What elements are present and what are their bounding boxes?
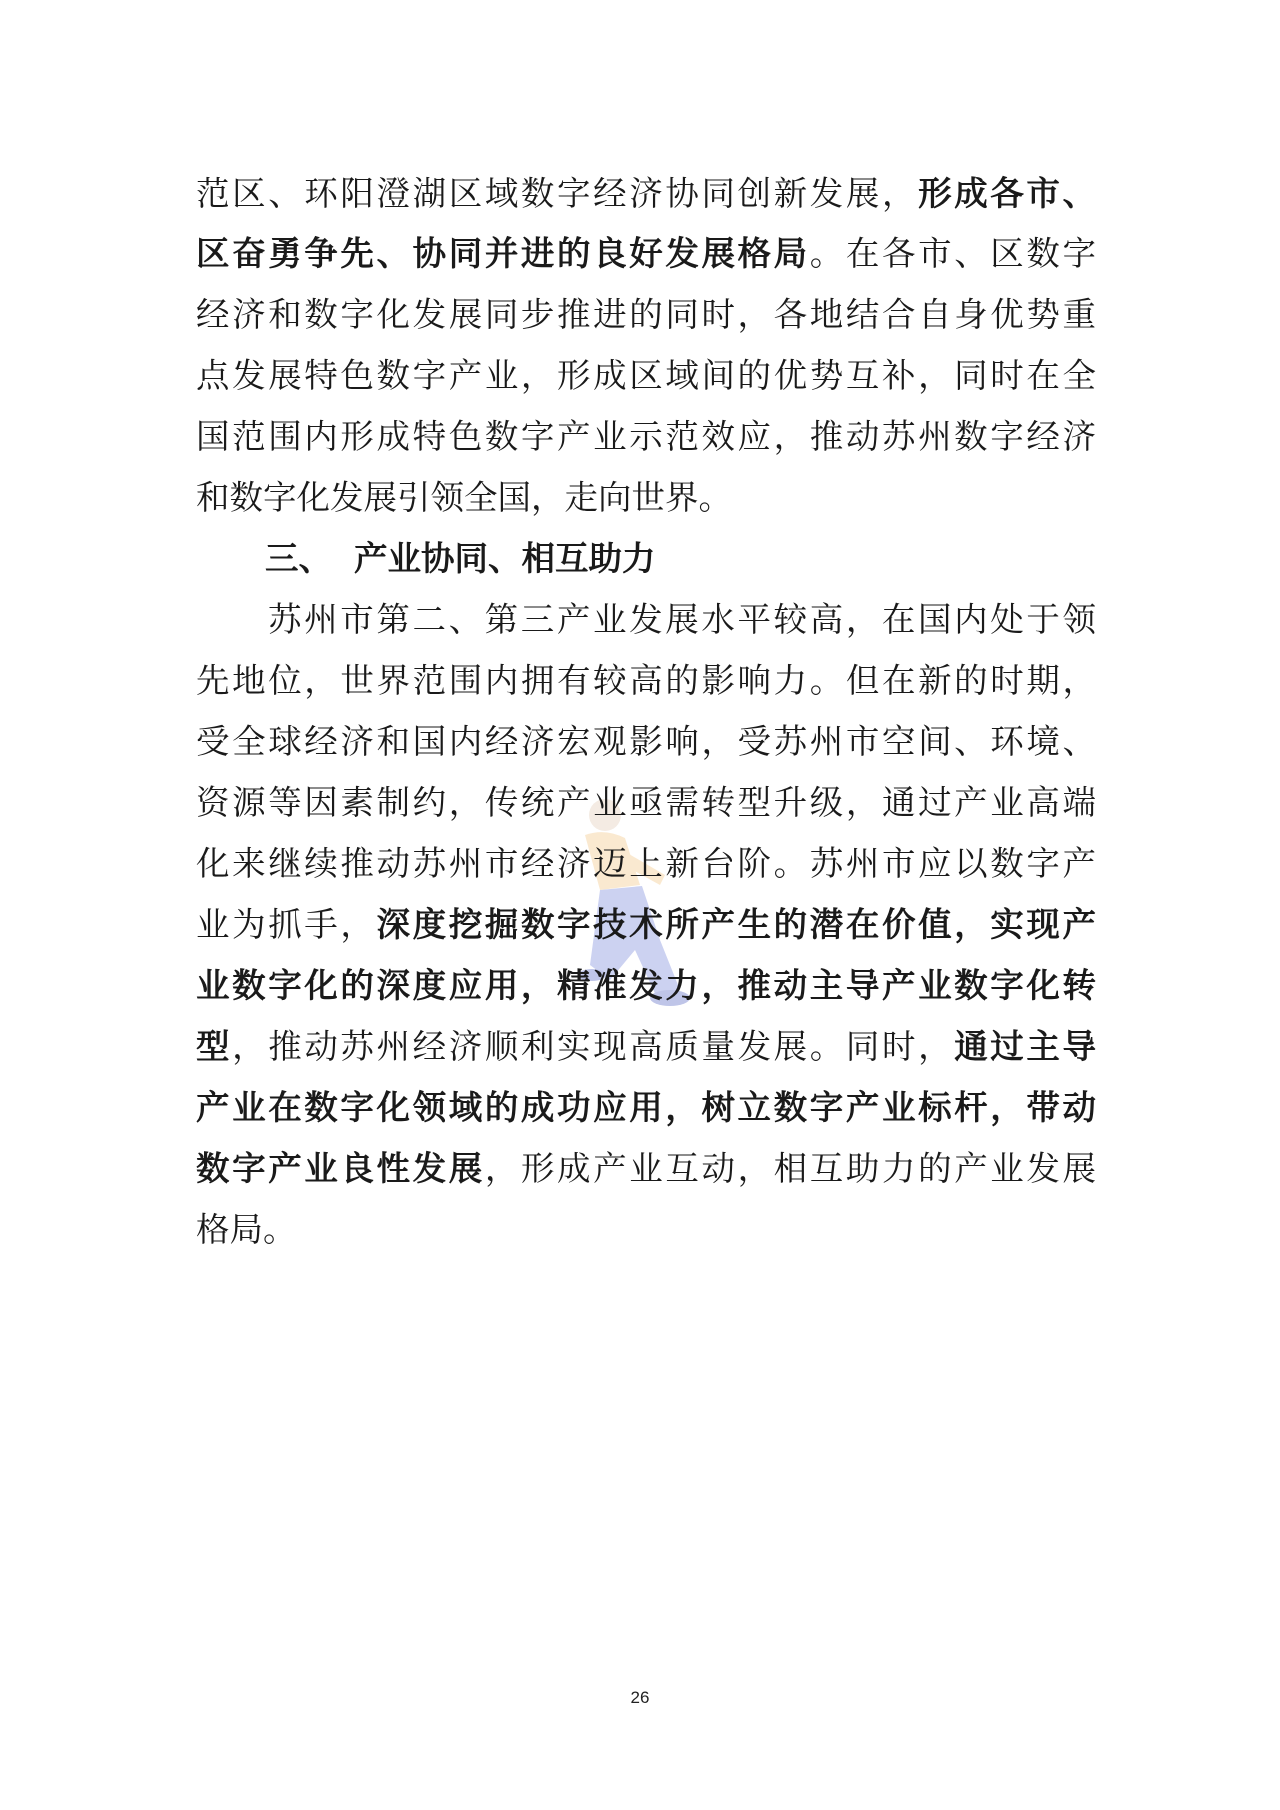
body-line (196, 779, 1096, 827)
section-title: 产业协同、相互助力 (354, 539, 656, 578)
bold-text: 深度挖掘数字技术所产生的潜在价值，实现产 (376, 905, 1097, 944)
bold-text: 产业在数字化领域的成功应用，树立数字产业标杆，带动 (196, 1088, 1096, 1127)
bold-text: 业数字化的深度应用，精准发力，推动主导产业数字化转 (196, 966, 1096, 1005)
text-run: 资源等因素制约，传统产业亟需转型升级，通过产业高端 (196, 783, 1096, 822)
text-run: ，推动苏州经济顺利实现高质量发展。同时， (232, 1027, 955, 1066)
body-line (196, 901, 1096, 949)
text-run: 范区、环阳澄湖区域数字经济协同创新发展， (196, 174, 919, 213)
text-run: 业为抓手， (196, 905, 377, 944)
page-number: 26 (630, 1688, 650, 1707)
bold-text: 型 (196, 1027, 233, 1066)
text-run: 化来继续推动苏州市经济迈上新台阶。苏州市应以数字产 (196, 844, 1096, 883)
text-run: 受全球经济和国内经济宏观影响，受苏州市空间、环境、 (196, 722, 1096, 761)
bold-text: 形成各市、 (918, 174, 1097, 213)
body-line (196, 1206, 1096, 1254)
body-line (196, 1023, 1096, 1071)
section-heading (265, 535, 656, 583)
body-line (196, 352, 1096, 400)
body-line (196, 962, 1096, 1010)
body-line (196, 170, 1096, 218)
text-run: 。在各市、区数字 (809, 234, 1097, 273)
text-run: 苏州市第二、第三产业发展水平较高，在国内处于领 (268, 600, 1096, 639)
text-run: 国范围内形成特色数字产业示范效应，推动苏州数字经济 (196, 417, 1096, 456)
bold-text: 数字产业良性发展 (196, 1149, 485, 1188)
text-run: 格局。 (196, 1210, 297, 1249)
bold-text: 通过主导 (954, 1027, 1097, 1066)
body-line (268, 596, 1096, 644)
body-line (196, 1084, 1096, 1132)
text-run: 经济和数字化发展同步推进的同时，各地结合自身优势重 (196, 295, 1096, 334)
text-run: 和数字化发展引领全国，走向世界。 (196, 478, 732, 517)
text-run: ，形成产业互动，相互助力的产业发展 (484, 1149, 1097, 1188)
body-line (196, 230, 1096, 278)
text-run: 点发展特色数字产业，形成区域间的优势互补，同时在全 (196, 356, 1096, 395)
body-line (196, 474, 1096, 522)
body-line (196, 291, 1096, 339)
body-line (196, 657, 1096, 705)
text-run: 先地位，世界范围内拥有较高的影响力。但在新的时期， (196, 661, 1096, 700)
body-line (196, 413, 1096, 461)
body-line (196, 718, 1096, 766)
body-line (196, 1145, 1096, 1193)
section-number: 三、 (265, 539, 332, 578)
body-line (196, 840, 1096, 888)
bold-text: 区奋勇争先、协同并进的良好发展格局 (196, 234, 810, 273)
